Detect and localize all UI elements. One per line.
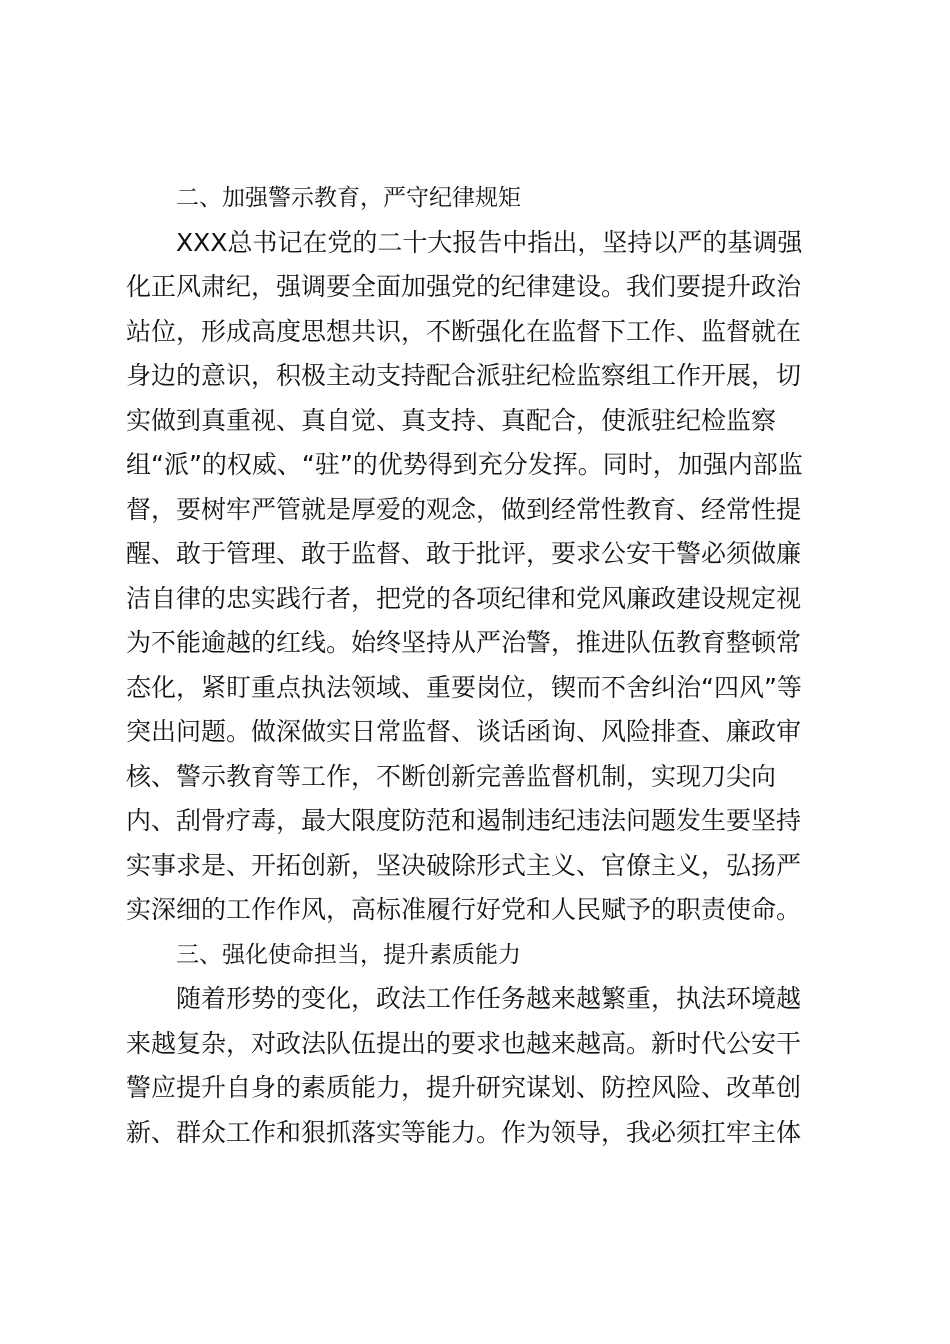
paragraph-line: XXX总书记在党的二十大报告中指出，坚持以严的基调强 xyxy=(176,227,803,257)
paragraph-line: 督，要树牢严管就是厚爱的观念，做到经常性教育、经常性提 xyxy=(126,494,802,524)
paragraph-line: 新、群众工作和狠抓落实等能力。作为领导，我必须扛牢主体 xyxy=(126,1117,802,1147)
paragraph-line: 警应提升自身的素质能力，提升研究谋划、防控风险、改革创 xyxy=(126,1073,802,1102)
paragraph-line: 身边的意识，积极主动支持配合派驻纪检监察组工作开展，切 xyxy=(126,361,802,390)
paragraph-line: 站位，形成高度思想共识，不断强化在监督下工作、监督就在 xyxy=(126,316,802,346)
section-heading-2: 二、加强警示教育，严守纪律规矩 xyxy=(176,185,521,211)
paragraph-line: 洁自律的忠实践行者，把党的各项纪律和党风廉政建设规定视 xyxy=(126,583,802,613)
paragraph-line: 组“派”的权威、“驻”的优势得到充分发挥。同时，加强内部监 xyxy=(126,450,803,479)
paragraph-line: 为不能逾越的红线。始终坚持从严治警，推进队伍教育整顿常 xyxy=(126,628,802,657)
paragraph-line: 醒、敢于管理、敢于监督、敢于批评，要求公安干警必须做廉 xyxy=(126,539,802,568)
paragraph-line: 实做到真重视、真自觉、真支持、真配合，使派驻纪检监察 xyxy=(126,405,777,435)
section-heading-3: 三、强化使命担当，提升素质能力 xyxy=(176,941,521,968)
paragraph-line: 态化，紧盯重点执法领域、重要岗位，锲而不舍纠治“四风”等 xyxy=(126,672,802,702)
paragraph-line: 实深细的工作作风，高标准履行好党和人民赋予的职责使命。 xyxy=(126,895,802,924)
paragraph-line: 化正风肃纪，强调要全面加强党的纪律建设。我们要提升政治 xyxy=(126,272,802,301)
paragraph-line: 实事求是、开拓创新，坚决破除形式主义、官僚主义，弘扬严 xyxy=(126,850,802,880)
document-body xyxy=(126,176,826,1155)
paragraph-line: 核、警示教育等工作，不断创新完善监督机制，实现刀尖向 xyxy=(126,761,777,791)
paragraph-line: 随着形势的变化，政法工作任务越来越繁重，执法环境越 xyxy=(176,984,802,1013)
paragraph-line: 突出问题。做深做实日常监督、谈话函询、风险排查、廉政审 xyxy=(126,717,802,746)
paragraph-line: 内、刮骨疗毒，最大限度防范和遏制违纪违法问题发生要坚持 xyxy=(126,806,802,835)
paragraph-line: 来越复杂，对政法队伍提出的要求也越来越高。新时代公安干 xyxy=(126,1028,802,1058)
